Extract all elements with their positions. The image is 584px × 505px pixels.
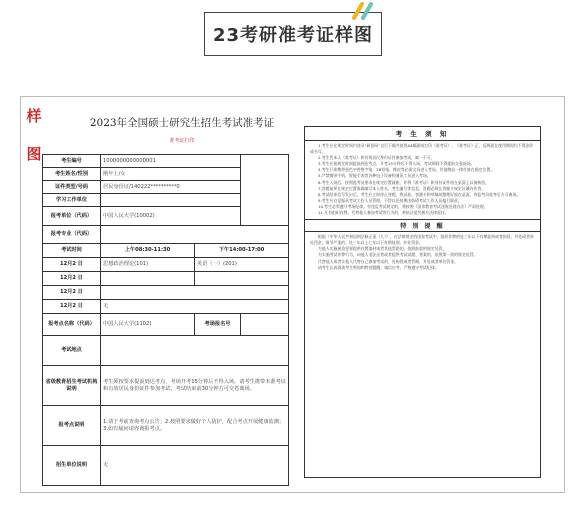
table-row: 证件类型/号码 居民身份证/140222**********0: [43, 181, 289, 194]
table-row: 12月2 日: [43, 286, 289, 300]
list-item: 代替他人或者让他人代替自己参加考试的，处拘役或者管制，并处或者单处罚金。: [318, 258, 459, 264]
ticket-subtitle: 准考证打印: [169, 138, 195, 144]
table-row: 12月2 日 思想政治理论(101) 英语（一）(201): [43, 258, 289, 272]
table-row: 考生姓名/性别 刚年上/女: [43, 168, 289, 181]
list-item: 为他人实施前款犯罪提供作弊器材或者其他帮助的，依照前款的规定处罚。: [318, 246, 447, 252]
table-row: 12月2 日 无: [43, 300, 289, 314]
list-item: 请考生认真阅读考生须知和特别提醒，诚信应考，严格遵守考试纪律。: [318, 264, 439, 270]
banner-title: 23考研准考证样图: [212, 25, 374, 46]
pencil-icon: [350, 2, 376, 20]
list-item: 10.考生必须遵守考场纪律，对违反考试规定的，将按照《国家教育考试违规处理办法》严肃处理。: [318, 203, 488, 209]
list-item: 为实施考试作弊行为，向他人非法出售或者提供考试试题、答案的，依照第一款的规定处罚。: [318, 252, 478, 258]
list-item: 3.考生应按规定时间提前到达考点，开考15分钟后不得入场，考试期间不得提前交卷退场。: [318, 161, 475, 167]
list-item: 2.考生凭本人《准考证》和有效居民身份证件参加考试，缺一不可。: [318, 155, 435, 161]
photo-box: [241, 155, 289, 226]
tips-title: 特 别 提 醒: [305, 219, 540, 232]
ticket-info-table: [42, 154, 289, 486]
list-item: 5.严禁携带手机、智能手表等各种电子设备和通讯工具进入考场。: [318, 173, 431, 179]
exam-no-value: 1000000000000001: [101, 155, 241, 168]
tips-list: [310, 234, 535, 271]
table-row: 报考专业（代码）: [43, 226, 289, 244]
list-item: 11.凡有组织作弊、代替他人参加考试等行为的，将依法追究相应法律责任。: [318, 210, 449, 216]
notice-list: [310, 143, 535, 216]
table-row: 学习工作单位: [43, 194, 289, 207]
table-row: 报考点说明 1.请于考前查询考点公告；2.按照要求做好个人防护，配合考点开展健康监测；3.如有疑问请咨询报考点。: [43, 406, 289, 446]
list-item: 1.考生应在规定时间内登录“研招网”自行下载并使用A4幅面纸打印《准考证》，《准考证》正、反两面在使用期间均不得涂改或书写。: [310, 143, 534, 155]
table-row: 招生单位说明 无: [43, 446, 289, 486]
table-row: 报考点名称（代码） 中国人民大学(1102) 考场报名号: [43, 314, 289, 336]
table-row: 考试地点: [43, 336, 289, 366]
list-item: 4.考生只准携带黑色字迹签字笔、2B铅笔、橡皮等必需文具进入考场，其他物品一律存放在指定位置。: [318, 167, 495, 173]
list-item: 根据《中华人民共和国刑法修正案（九）》，在法律规定的国家考试中，组织作弊的处三年以下有期徒刑或者拘役，并处或者单处罚金；情节严重的，处三年以上七年以下有期徒刑，并处罚金。: [310, 234, 534, 246]
notice-title: 考 生 须 知: [305, 127, 540, 141]
list-item: 9.考生应自觉服从考试工作人员管理，不得以任何理由妨碍考试工作人员履行职责。: [318, 197, 462, 203]
candidate-notice-panel: [304, 126, 541, 478]
ticket-title: 2023年全国硕士研究生招生考试准考证: [89, 117, 275, 129]
table-row: 12月2 日: [43, 272, 289, 286]
table-row: 省级教育招生考试机构说明 考生须按要求提前到达考点，考场开考15分钟后不得入场。请考生携带本准考证和有效居民身份证件参加考试，考试结束前30分钟方可交卷离场。: [43, 366, 289, 406]
table-row: 考试时间 上午08:30-11:30 下午14:00-17:00: [43, 244, 289, 258]
list-item: 6.考生入场后，按照监考员要求在规定位置就座，并将《准考证》和身份证件放在桌面上以备核验。: [318, 179, 490, 185]
table-row: 报考单位（代码） 中国人民大学(10002): [43, 207, 289, 226]
exam-no-label: 考生编号: [43, 155, 101, 168]
list-item: 7.答题前须在规定位置准确填写本人姓名、考生编号等信息，答题必须在答题卡规定区域内作答。: [318, 185, 486, 191]
table-row: [43, 155, 289, 168]
list-item: 8.考试结束信号发出后，考生应立即停止答题，将试卷、答题卡和草稿纸整理好放在桌面，待监考员收齐后方可离场。: [318, 191, 521, 197]
sample-watermark: 样 图: [26, 107, 42, 163]
